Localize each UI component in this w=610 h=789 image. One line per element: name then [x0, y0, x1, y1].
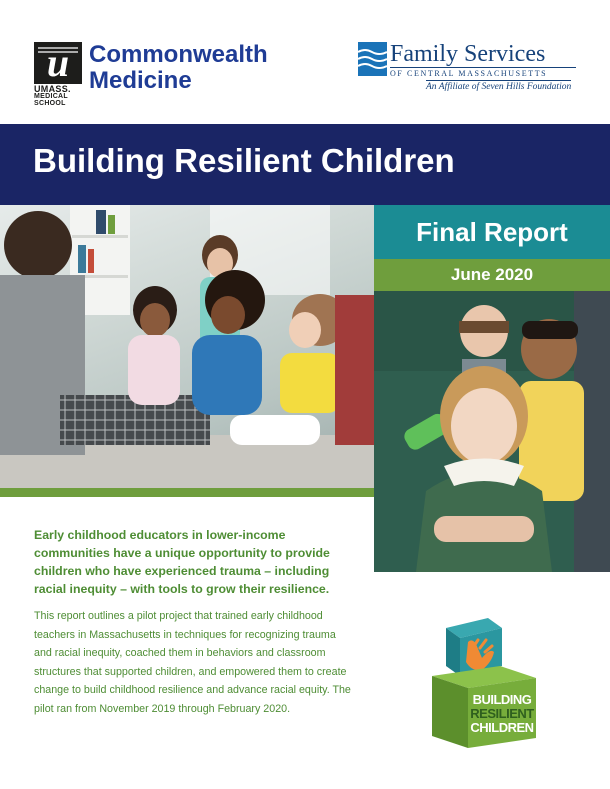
brc-children-text: CHILDREN — [470, 720, 534, 735]
report-date: June 2020 — [450, 265, 534, 284]
waves-icon — [358, 42, 387, 76]
umass-commonwealth-medicine-logo — [34, 41, 284, 107]
umass-label: UMASS. — [34, 84, 71, 94]
lead-paragraph: Early childhood educators in lower-income communities have a unique opportunity to provide children who have experienced trauma – including racial inequity – with tools to grow their resilience. — [34, 528, 330, 596]
medicine-word: Medicine — [89, 67, 192, 94]
brc-building-text: BUILDING — [472, 692, 532, 707]
final-report-box — [374, 205, 610, 259]
page-title: Building Resilient Children — [33, 142, 455, 179]
medical-label: MEDICAL — [34, 93, 68, 100]
school-label: SCHOOL — [34, 100, 66, 107]
family-services-subtitle — [390, 67, 576, 78]
brc-resilient-text: RESILIENT — [470, 706, 534, 721]
family-services-subtitle-text: OF CENTRAL MASSACHUSETTS — [390, 69, 548, 78]
classroom-photo — [0, 205, 374, 488]
date-box — [374, 259, 610, 291]
family-services-name: Family Services — [390, 41, 546, 67]
umass-mark-icon — [34, 42, 82, 84]
divider-bar — [0, 488, 374, 497]
umass-mark-letter: u — [46, 42, 70, 84]
building-resilient-children-logo — [430, 618, 542, 748]
body-paragraph: This report outlines a pilot project that trained early childhood teachers in Massachusetts in techniques for recognizing trauma and racial inequity, coached them in behaviors and classroom structures that supported children, and empowered them to create change to build childhood resilience and advance racial equity. The pilot ran from November 2019 through February 2020. — [34, 610, 351, 715]
final-report-label: Final Report — [416, 217, 568, 247]
title-band — [0, 124, 610, 205]
children-photo — [374, 291, 610, 572]
commonwealth-word: Commonwealth — [89, 41, 268, 68]
family-services-logo — [358, 40, 578, 96]
affiliate-tagline: An Affiliate of Seven Hills Foundation — [426, 82, 572, 92]
